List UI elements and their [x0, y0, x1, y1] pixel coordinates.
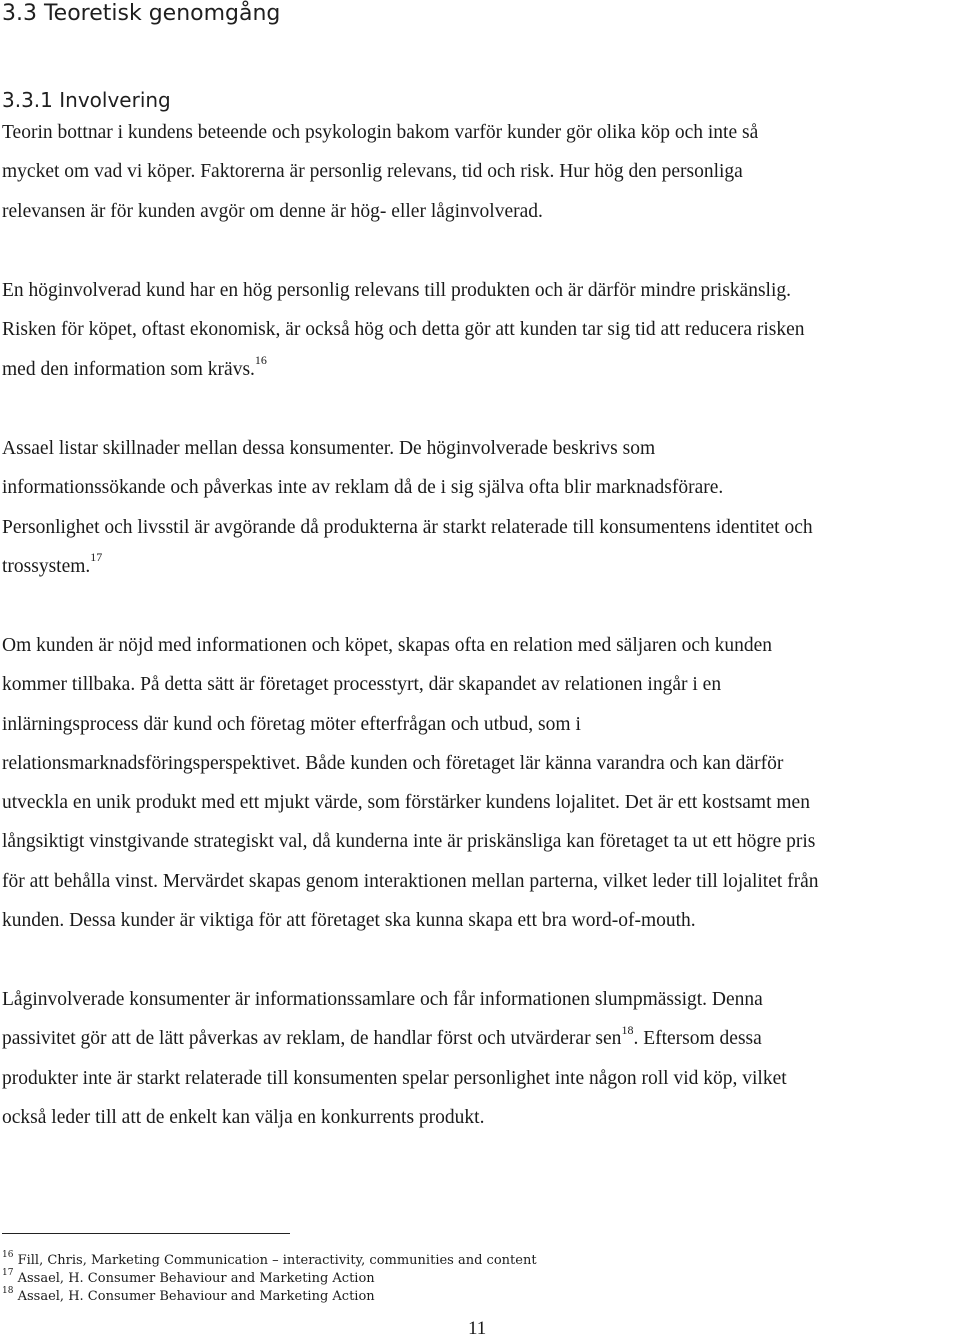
- paragraph-5: [2, 980, 958, 1137]
- paragraph-line: mycket om vad vi köper. Faktorerna är personlig relevans, tid och risk. Hur hög den personliga: [2, 161, 743, 183]
- paragraph-4: [2, 626, 958, 940]
- footnote-divider: [2, 1233, 290, 1234]
- paragraph-line-text: trossystem.: [2, 555, 91, 577]
- footnote-ref: 17: [90, 550, 103, 565]
- paragraph-line: produkter inte är starkt relaterade till konsumenten spelar personlighet inte någon roll vid köp, vilket: [2, 1067, 787, 1089]
- paragraph-line: [2, 1019, 958, 1058]
- page-number: 11: [468, 1318, 487, 1339]
- footnote-number: 17: [2, 1267, 14, 1278]
- paragraph-line-text: med den information som krävs.: [2, 358, 255, 380]
- footnote-number: 18: [2, 1285, 14, 1296]
- paragraph-2: [2, 271, 958, 389]
- paragraph-line: inlärningsprocess där kund och företag möter efterfrågan och utbud, som i: [2, 713, 581, 735]
- paragraph-line: informationssökande och påverkas inte av reklam då de i sig själva ofta blir marknadsförare.: [2, 477, 724, 499]
- paragraph-line: kommer tillbaka. På detta sätt är företaget processtyrt, där skapandet av relationen ingår i en: [2, 674, 722, 696]
- paragraph-line: En höginvolverad kund har en hög personlig relevans till produkten och är därför mindre priskänslig.: [2, 280, 792, 301]
- footnote-ref: 18: [621, 1022, 634, 1037]
- paragraph-line: för att behålla vinst. Mervärdet skapas genom interaktionen mellan parterna, vilket leder till lojalitet från: [2, 870, 819, 892]
- paragraph-line: Om kunden är nöjd med informationen och köpet, skapas ofta en relation med säljaren och kunden: [2, 635, 773, 656]
- section-heading: 3.3 Teoretisk genomgång: [2, 1, 281, 26]
- paragraph-3: [2, 429, 958, 586]
- paragraph-line: Assael listar skillnader mellan dessa konsumenter. De höginvolverade beskrivs som: [2, 438, 656, 459]
- subsection-heading: 3.3.1 Involvering: [2, 88, 171, 112]
- paragraph-line: också leder till att de enkelt kan välja en konkurrents produkt.: [2, 1106, 485, 1128]
- paragraph-line: [2, 350, 958, 389]
- footnote-16: [2, 1249, 537, 1270]
- footnote-text: Assael, H. Consumer Behaviour and Marketing Action: [17, 1289, 375, 1304]
- paragraph-line: [2, 547, 958, 586]
- footnote-text: Fill, Chris, Marketing Communication – interactivity, communities and content: [17, 1253, 537, 1268]
- paragraph-line: Risken för köpet, oftast ekonomisk, är också hög och detta gör att kunden tar sig tid att reducera risken: [2, 319, 805, 341]
- paragraph-line: relationsmarknadsföringsperspektivet. Både kunden och företaget lär känna varandra och kan därför: [2, 752, 784, 774]
- paragraph-line: långsiktigt vinstgivande strategiskt val, då kunderna inte är priskänsliga kan företaget ta ut ett högre pris: [2, 831, 816, 853]
- paragraph-line: relevansen är för kunden avgör om denne är hög- eller låginvolverad.: [2, 200, 543, 222]
- paragraph-line: kunden. Dessa kunder är viktiga för att företaget ska kunna skapa ett bra word-of-mouth.: [2, 910, 696, 932]
- footnote-ref: 16: [254, 353, 267, 368]
- paragraph-line: utveckla en unik produkt med ett mjukt värde, som förstärker kundens lojalitet. Det är ett kostsamt men: [2, 792, 810, 814]
- paragraph-line: Personlighet och livsstil är avgörande då produkterna är starkt relaterade till konsumentens identitet och: [2, 516, 813, 538]
- paragraph-1: [2, 113, 958, 231]
- paragraph-line-text: . Eftersom dessa: [633, 1028, 762, 1050]
- footnote-text: Assael, H. Consumer Behaviour and Marketing Action: [17, 1271, 375, 1286]
- footnote-18: [2, 1285, 375, 1306]
- paragraph-line: Låginvolverade konsumenter är informationssamlare och får informationen slumpmässigt. Denna: [2, 989, 763, 1010]
- footnote-number: 16: [2, 1249, 14, 1260]
- footnote-17: [2, 1267, 375, 1288]
- paragraph-line: Teorin bottnar i kundens beteende och psykologin bakom varför kunder gör olika köp och inte så: [2, 122, 759, 143]
- paragraph-line-text: passivitet gör att de lätt påverkas av reklam, de handlar först och utvärderar sen: [2, 1028, 622, 1050]
